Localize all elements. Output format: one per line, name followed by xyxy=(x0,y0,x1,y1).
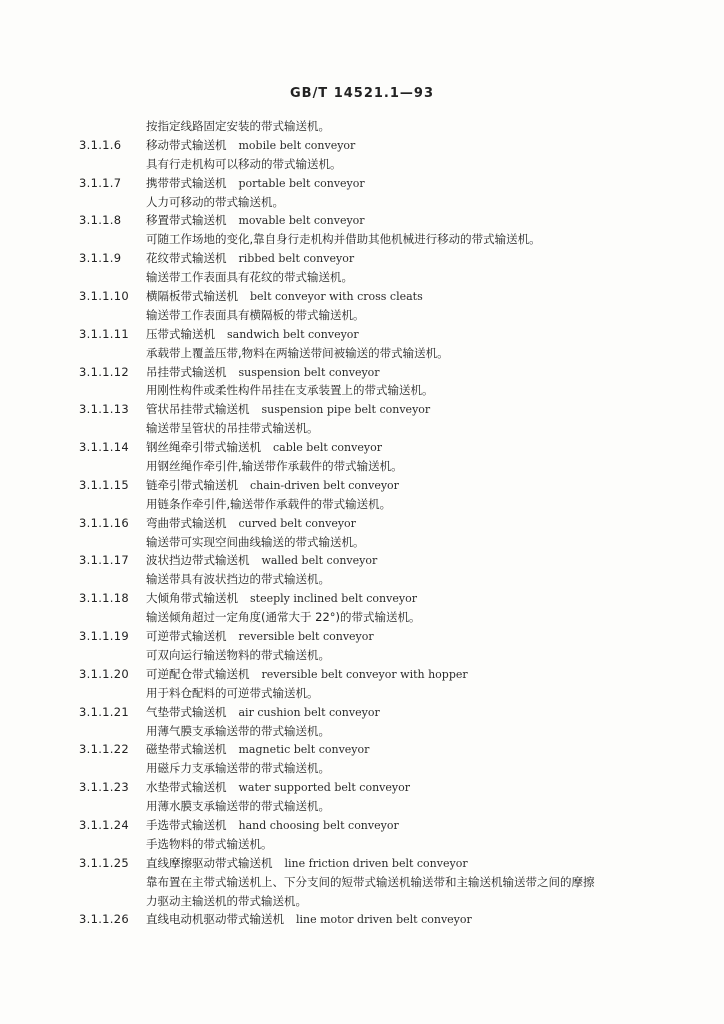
term-number: 3.1.1.7 xyxy=(79,175,122,190)
term-title xyxy=(146,778,410,798)
term-definition: 力驱动主输送机的带式输送机。 xyxy=(146,893,307,908)
term-title xyxy=(146,589,417,609)
term-line xyxy=(0,249,724,268)
term-number: 3.1.1.11 xyxy=(79,326,129,341)
definition-line xyxy=(0,193,724,212)
term-title xyxy=(146,514,356,534)
term-english: reversible belt conveyor with hopper xyxy=(261,667,468,681)
term-title xyxy=(146,551,377,571)
term-english: suspension belt conveyor xyxy=(238,365,380,379)
term-title xyxy=(146,325,359,345)
term-line xyxy=(0,854,724,873)
term-definition: 输送带工作表面具有横隔板的带式输送机。 xyxy=(146,307,365,322)
term-line xyxy=(0,627,724,646)
term-title xyxy=(146,400,430,420)
term-title xyxy=(146,363,380,383)
term-chinese: 可逆带式输送机 xyxy=(146,629,227,644)
term-chinese: 直线摩擦驱动带式输送机 xyxy=(146,855,273,870)
definition-line xyxy=(0,419,724,438)
term-english: line friction driven belt conveyor xyxy=(284,856,468,870)
term-line xyxy=(0,740,724,759)
term-line xyxy=(0,703,724,722)
term-line xyxy=(0,400,724,419)
definition-line xyxy=(0,495,724,514)
term-chinese: 钢丝绳牵引带式输送机 xyxy=(146,440,261,455)
term-number: 3.1.1.6 xyxy=(79,137,122,152)
term-english: sandwich belt conveyor xyxy=(227,327,359,341)
term-line xyxy=(0,589,724,608)
term-title xyxy=(146,665,468,685)
term-english: belt conveyor with cross cleats xyxy=(250,290,423,304)
term-definition: 用刚性构件或柔性构件吊挂在支承装置上的带式输送机。 xyxy=(146,383,434,398)
term-title xyxy=(146,740,369,760)
definition-line xyxy=(0,230,724,249)
term-line xyxy=(0,325,724,344)
term-chinese: 手选带式输送机 xyxy=(146,817,227,832)
term-english: steeply inclined belt conveyor xyxy=(250,592,417,606)
term-english: line motor driven belt conveyor xyxy=(296,913,472,927)
term-number: 3.1.1.10 xyxy=(79,289,129,304)
term-title xyxy=(146,816,399,836)
term-title xyxy=(146,438,382,458)
term-english: ribbed belt conveyor xyxy=(238,252,355,266)
term-number: 3.1.1.17 xyxy=(79,553,129,568)
definition-line xyxy=(0,608,724,627)
term-chinese: 大倾角带式输送机 xyxy=(146,591,238,606)
term-definition: 输送带可实现空间曲线输送的带式输送机。 xyxy=(146,534,365,549)
term-definition: 输送带具有波状挡边的带式输送机。 xyxy=(146,572,330,587)
term-number: 3.1.1.24 xyxy=(79,817,129,832)
term-english: air cushion belt conveyor xyxy=(238,705,380,719)
term-number: 3.1.1.20 xyxy=(79,666,129,681)
definition-line xyxy=(0,684,724,703)
term-line xyxy=(0,778,724,797)
definition-line xyxy=(0,835,724,854)
definition-line xyxy=(0,646,724,665)
term-line xyxy=(0,363,724,382)
page-header: GB/T 14521.1—93 xyxy=(289,86,435,101)
term-chinese: 波状挡边带式输送机 xyxy=(146,553,250,568)
term-chinese: 水垫带式输送机 xyxy=(146,780,227,795)
term-chinese: 移置带式输送机 xyxy=(146,213,227,228)
term-definition: 可双向运行输送物料的带式输送机。 xyxy=(146,647,330,662)
term-english: curved belt conveyor xyxy=(238,516,356,530)
term-definition: 输送带工作表面具有花纹的带式输送机。 xyxy=(146,270,353,285)
term-number: 3.1.1.22 xyxy=(79,742,129,757)
definition-line xyxy=(0,759,724,778)
term-definition: 可随工作场地的变化,靠自身行走机构并借助其他机械进行移动的带式输送机。 xyxy=(146,232,541,247)
term-number: 3.1.1.9 xyxy=(79,251,122,266)
term-english: magnetic belt conveyor xyxy=(238,743,370,757)
term-definition: 具有行走机构可以移动的带式输送机。 xyxy=(146,156,342,171)
term-title xyxy=(146,249,354,269)
term-line xyxy=(0,551,724,570)
term-definition: 靠布置在主带式输送机上、下分支间的短带式输送机输送带和主输送机输送带之间的摩擦 xyxy=(146,874,595,889)
term-english: walled belt conveyor xyxy=(261,554,378,568)
term-number: 3.1.1.13 xyxy=(79,402,129,417)
definition-line xyxy=(0,344,724,363)
definition-line xyxy=(0,722,724,741)
term-definition: 用于料仓配料的可逆带式输送机。 xyxy=(146,685,319,700)
term-chinese: 花纹带式输送机 xyxy=(146,251,227,266)
term-chinese: 直线电动机驱动带式输送机 xyxy=(146,912,284,927)
term-chinese: 弯曲带式输送机 xyxy=(146,515,227,530)
term-definition: 用磁斥力支承输送带的带式输送机。 xyxy=(146,761,330,776)
definition-line xyxy=(0,892,724,911)
term-chinese: 链牵引带式输送机 xyxy=(146,477,238,492)
term-line xyxy=(0,136,724,155)
term-english: water supported belt conveyor xyxy=(238,781,410,795)
term-definition: 用链条作牵引件,输送带作承载件的带式输送机。 xyxy=(146,496,392,511)
lead-line-text: 按指定线路固定安装的带式输送机。 xyxy=(146,119,330,133)
term-english: cable belt conveyor xyxy=(273,441,382,455)
term-title xyxy=(146,854,468,874)
term-english: hand choosing belt conveyor xyxy=(238,818,399,832)
term-chinese: 横隔板带式输送机 xyxy=(146,289,238,304)
term-chinese: 管状吊挂带式输送机 xyxy=(146,402,250,417)
term-line xyxy=(0,476,724,495)
term-definition: 输送带呈管状的吊挂带式输送机。 xyxy=(146,421,319,436)
term-definition: 输送倾角超过一定角度(通常大于 22°)的带式输送机。 xyxy=(146,610,421,625)
term-definition: 承载带上覆盖压带,物料在两输送带间被输送的带式输送机。 xyxy=(146,345,449,360)
definition-line xyxy=(0,155,724,174)
term-line xyxy=(0,438,724,457)
definition-line xyxy=(0,570,724,589)
term-entries xyxy=(0,117,724,929)
term-chinese: 移动带式输送机 xyxy=(146,137,227,152)
term-number: 3.1.1.15 xyxy=(79,477,129,492)
term-line xyxy=(0,514,724,533)
lead-line xyxy=(0,117,724,136)
term-number: 3.1.1.18 xyxy=(79,591,129,606)
term-number: 3.1.1.19 xyxy=(79,629,129,644)
term-number: 3.1.1.14 xyxy=(79,440,129,455)
term-chinese: 可逆配仓带式输送机 xyxy=(146,666,250,681)
definition-line xyxy=(0,457,724,476)
term-line xyxy=(0,174,724,193)
term-english: suspension pipe belt conveyor xyxy=(261,403,431,417)
term-title xyxy=(146,287,423,307)
term-definition: 手选物料的带式输送机。 xyxy=(146,836,273,851)
term-chinese: 携带带式输送机 xyxy=(146,175,227,190)
definition-line xyxy=(0,533,724,552)
term-definition: 用薄气膜支承输送带的带式输送机。 xyxy=(146,723,330,738)
term-title xyxy=(146,703,380,723)
term-chinese: 磁垫带式输送机 xyxy=(146,742,227,757)
term-line xyxy=(0,910,724,929)
term-line xyxy=(0,287,724,306)
term-number: 3.1.1.25 xyxy=(79,855,129,870)
term-definition: 人力可移动的带式输送机。 xyxy=(146,194,284,209)
definition-line xyxy=(0,306,724,325)
term-title xyxy=(146,174,365,194)
term-chinese: 气垫带式输送机 xyxy=(146,704,227,719)
term-title xyxy=(146,136,355,156)
term-english: reversible belt conveyor xyxy=(238,630,374,644)
term-definition: 用薄水膜支承输送带的带式输送机。 xyxy=(146,799,330,814)
term-number: 3.1.1.12 xyxy=(79,364,129,379)
term-title xyxy=(146,476,399,496)
term-number: 3.1.1.8 xyxy=(79,213,122,228)
term-chinese: 压带式输送机 xyxy=(146,326,215,341)
term-definition: 用钢丝绳作牵引件,输送带作承载件的带式输送机。 xyxy=(146,459,403,474)
definition-line xyxy=(0,268,724,287)
term-english: movable belt conveyor xyxy=(238,214,365,228)
definition-line xyxy=(0,797,724,816)
term-english: portable belt conveyor xyxy=(238,176,365,190)
definition-line xyxy=(0,381,724,400)
term-english: mobile belt conveyor xyxy=(238,138,356,152)
term-number: 3.1.1.23 xyxy=(79,780,129,795)
term-title xyxy=(146,211,365,231)
term-line xyxy=(0,816,724,835)
term-line xyxy=(0,211,724,230)
term-title xyxy=(146,627,374,647)
term-number: 3.1.1.21 xyxy=(79,704,129,719)
term-english: chain-driven belt conveyor xyxy=(250,478,399,492)
term-line xyxy=(0,665,724,684)
term-chinese: 吊挂带式输送机 xyxy=(146,364,227,379)
term-number: 3.1.1.26 xyxy=(79,912,129,927)
term-number: 3.1.1.16 xyxy=(79,515,129,530)
definition-line xyxy=(0,873,724,892)
term-title xyxy=(146,910,472,930)
